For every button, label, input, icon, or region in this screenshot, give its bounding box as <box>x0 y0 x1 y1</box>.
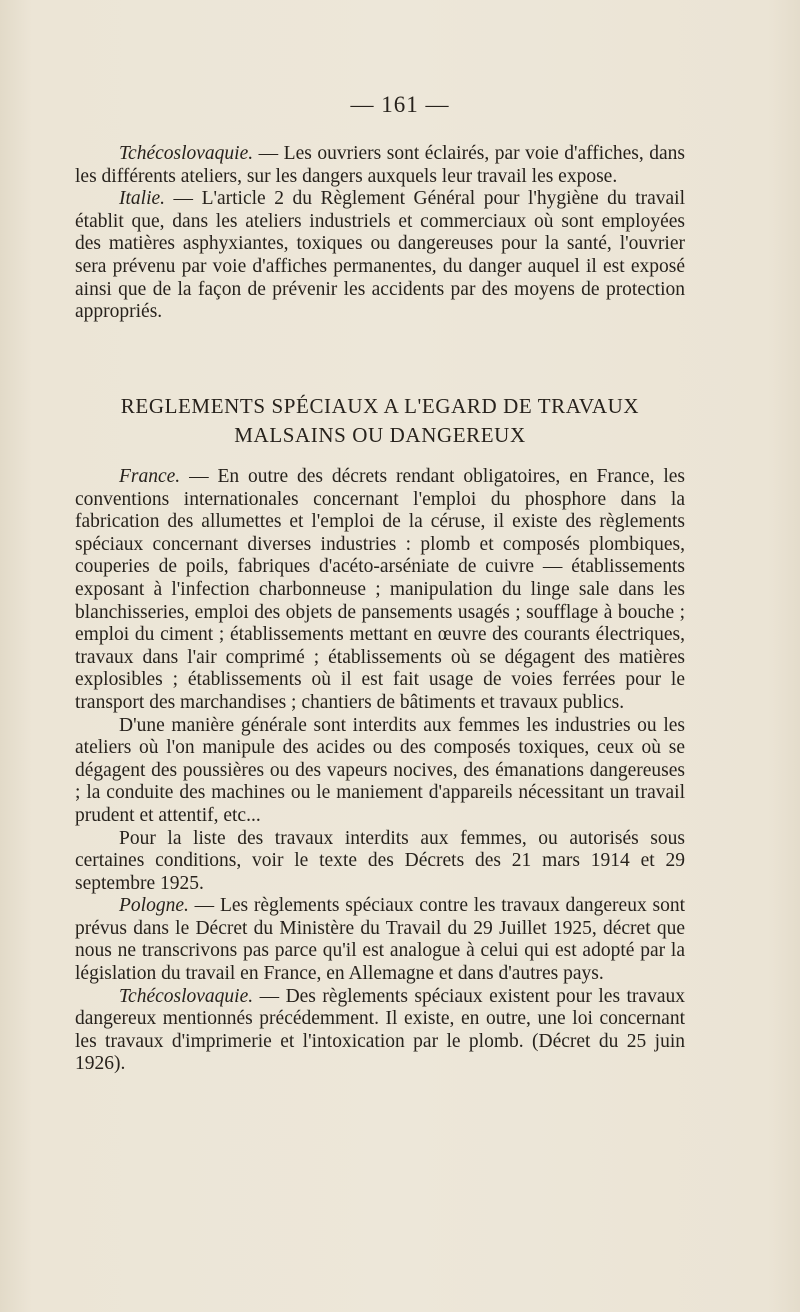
paragraph-lead: Pologne. <box>119 895 189 917</box>
section-heading: REGLEMENTS SPÉCIAUX A L'EGARD DE TRAVAUX MALSAINS OU DANGEREUX <box>120 394 640 447</box>
paragraph-italie <box>75 188 685 324</box>
paragraph-text: — Les ouvriers sont éclairés, par voie d'affiches, dans les différents ateliers, sur les dangers auxquels leur travail les expose. <box>75 143 685 187</box>
paragraph-tchecoslovaquie-1 <box>75 143 685 188</box>
paragraph-pologne <box>75 895 685 985</box>
page-number: — 161 — <box>350 92 450 117</box>
body-text-bottom <box>75 466 685 1076</box>
paragraph-text: D'une manière générale sont interdits aux femmes les industries ou les ateliers où l'on manipule des acides ou des composés toxiques, ceux où se dégagent des poussières ou des vapeurs nocives, des émanations dangereuses ; la conduite des machines ou le maniement d'appareils nécessitant un travail prudent et attentif, etc... <box>75 714 685 826</box>
paragraph-france <box>75 466 685 715</box>
paragraph-femmes <box>75 715 685 828</box>
paragraph-text: Pour la liste des travaux interdits aux femmes, ou autorisés sous certaines conditions, voir le texte des Décrets des 21 mars 1914 et 29 septembre 1925. <box>75 827 685 894</box>
paragraph-text: — L'article 2 du Règlement Général pour l'hygiène du travail établit que, dans les ateliers industriels et commerciaux où sont employées des matières asphyxiantes, toxiques ou dangereuses pour la santé, l'ouvrier sera prévenu par voie d'affiches permanentes, du danger auquel il est exposé ainsi que de la façon de prévenir les accidents par des moyens de protection appropriés. <box>75 188 685 323</box>
paragraph-text: — Les règlements spéciaux contre les travaux dangereux sont prévus dans le Décret du Ministère du Travail du 29 Juillet 1925, décret que nous ne transcrivons pas parce qu'il est analogue à celui qui est adopté par la législation du travail en France, en Allemagne et dans d'autres pays. <box>75 895 685 985</box>
paragraph-text: — Des règlements spéciaux existent pour les travaux dangereux mentionnés précédemment. Il existe, en outre, une loi concernant les travaux d'imprimerie et l'intoxication par le plomb. (Décret du 25 juin 1926). <box>75 985 685 1075</box>
paragraph-text: — En outre des décrets rendant obligatoires, en France, les conventions internationales concernant l'emploi du phosphore dans la fabrication des allumettes et l'emploi de la céruse, il existe des règlements spéciaux concernant diverses industries : plomb et composés plombiques, couperies de poils, fabriques d'acéto-arséniate de cuivre — établissements exposant à l'infection charbonneuse ; manipulation du linge sale dans les blanchisseries, emploi des objets de pansements usagés ; soufflage à bouche ; emploi du ciment ; établissements mettant en œuvre des courants électriques, travaux dans l'air comprimé ; établissements où se dégagent des matières explosibles ; établissements où il est fait usage de voies ferrées pour le transport des marchandises ; chantiers de bâtiments et travaux publics. <box>75 466 685 713</box>
paragraph-lead: Tchécoslovaquie. <box>119 985 254 1007</box>
paragraph-lead: France. <box>119 466 181 487</box>
paragraph-lead: Italie. <box>119 188 166 210</box>
paragraph-lead: Tchécoslovaquie. <box>119 143 254 164</box>
body-text-top <box>75 143 685 324</box>
paragraph-liste-travaux <box>75 828 685 896</box>
paragraph-tchecoslovaquie-2 <box>75 986 685 1076</box>
